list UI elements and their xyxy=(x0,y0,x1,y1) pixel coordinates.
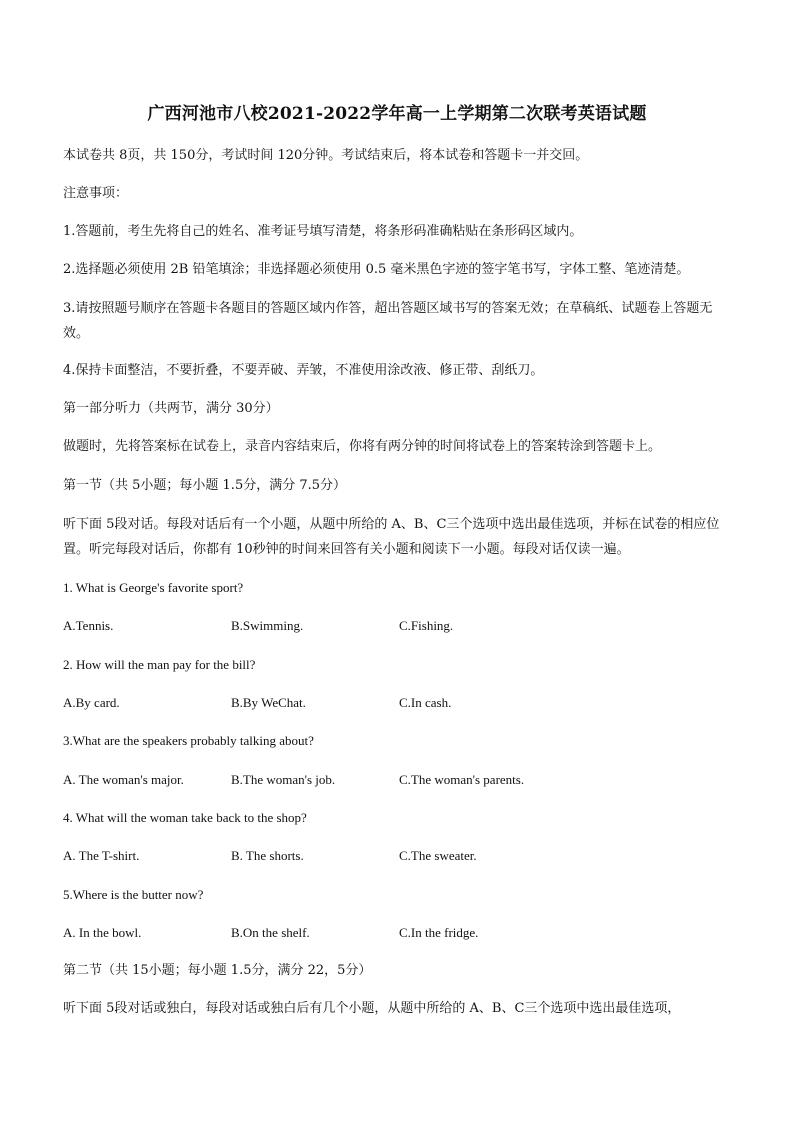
part1-heading: 第一部分听力（共两节，满分 30分） xyxy=(63,401,279,416)
option-a: A.Tennis. xyxy=(63,618,114,633)
notice-item: 2.选择题必须使用 2B 铅笔填涂；非选择题必须使用 0.5 毫米黑色字迹的签字笔书写，字体工整、笔迹清楚。 xyxy=(63,262,690,277)
option-b: B. The shorts. xyxy=(231,848,304,863)
section1-heading: 第一节（共 5小题；每小题 1.5分，满分 7.5分） xyxy=(63,478,347,493)
section2-instruction: 听下面 5段对话或独白，每段对话或独白后有几个小题，从题中所给的 A、B、C三个选项中选出最佳选项， xyxy=(63,1001,681,1016)
question-text: 5.Where is the butter now? xyxy=(63,887,204,902)
option-b: B.Swimming. xyxy=(231,618,304,633)
option-a: A.By card. xyxy=(63,695,120,710)
intro-text: 本试卷共 8页，共 150分，考试时间 120分钟。考试结束后，将本试卷和答题卡一并交回。 xyxy=(63,148,589,163)
option-c: C.The woman's parents. xyxy=(399,772,525,787)
notice-item: 3.请按照题号顺序在答题卡各题目的答题区域内作答，超出答题区域书写的答案无效；在草稿纸、试题卷上答题无效。 xyxy=(63,301,713,341)
page-title: 广西河池市八校2021-2022学年高一上学期第二次联考英语试题 xyxy=(147,104,647,124)
option-b: B.By WeChat. xyxy=(231,695,306,710)
notice-heading: 注意事项： xyxy=(63,186,129,201)
notice-item: 4.保持卡面整洁，不要折叠，不要弄破、弄皱，不准使用涂改液、修正带、刮纸刀。 xyxy=(63,363,544,378)
option-a: A. The woman's major. xyxy=(63,772,184,787)
option-c: C.The sweater. xyxy=(399,848,477,863)
question-text: 3.What are the speakers probably talking about? xyxy=(63,733,314,748)
option-a: A. The T-shirt. xyxy=(63,848,140,863)
option-a: A. In the bowl. xyxy=(63,925,142,940)
option-b: B.The woman's job. xyxy=(231,772,336,787)
section2-heading: 第二节（共 15小题；每小题 1.5分，满分 22，5分） xyxy=(63,963,372,978)
option-c: C.Fishing. xyxy=(399,618,454,633)
section1-instruction: 听下面 5段对话。每段对话后有一个小题，从题中所给的 A、B、C三个选项中选出最佳选项，并标在试卷的相应位置。听完每段对话后，你都有 10秒钟的时间来回答有关小题和阅读下一小题。每段对话仅读一遍。 xyxy=(63,517,720,557)
option-b: B.On the shelf. xyxy=(231,925,310,940)
question-text: 2. How will the man pay for the bill? xyxy=(63,657,256,672)
part1-instruction: 做题时，先将答案标在试卷上，录音内容结束后，你将有两分钟的时间将试卷上的答案转涂到答题卡上。 xyxy=(63,439,662,454)
question-text: 1. What is George's favorite sport? xyxy=(63,580,244,595)
question-text: 4. What will the woman take back to the shop? xyxy=(63,810,307,825)
option-c: C.In the fridge. xyxy=(399,925,479,940)
notice-item: 1.答题前，考生先将自己的姓名、准考证号填写清楚，将条形码准确粘贴在条形码区域内。 xyxy=(63,224,583,239)
option-c: C.In cash. xyxy=(399,695,452,710)
